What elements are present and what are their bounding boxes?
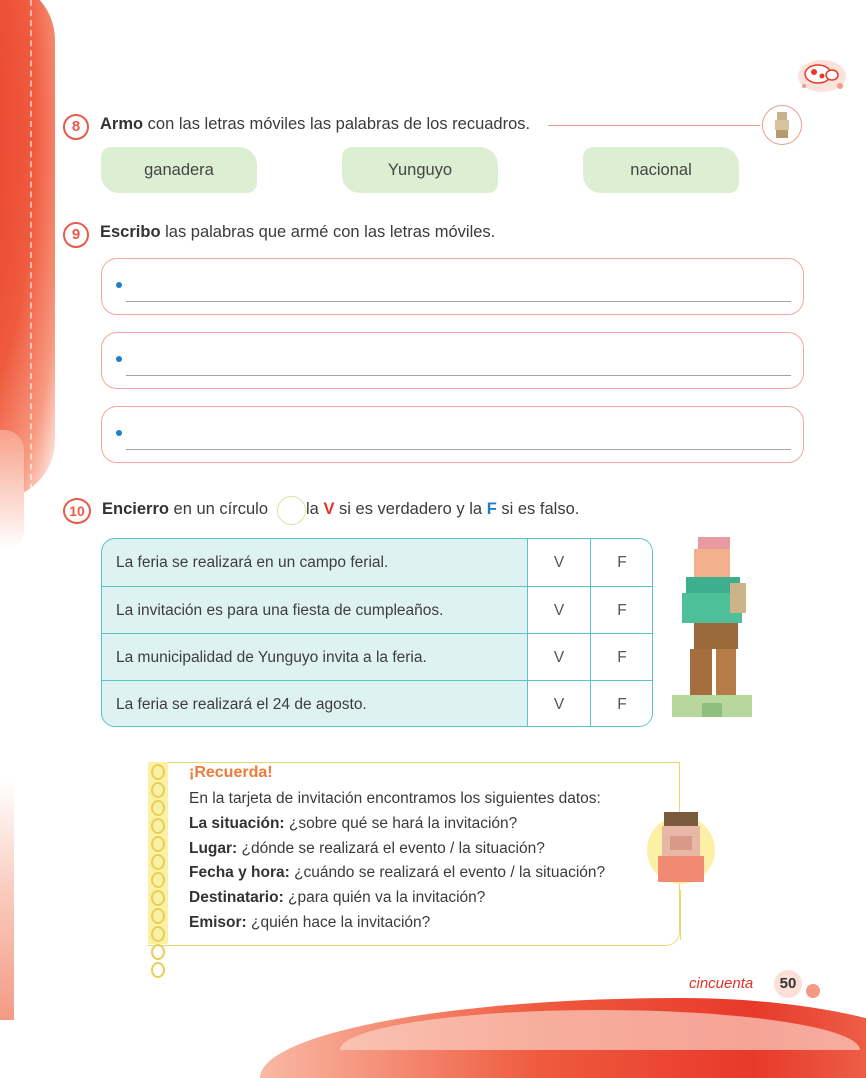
true-option[interactable]: V: [527, 539, 590, 586]
girl-avatar-illustration: [644, 806, 718, 892]
exercise-10-instruction-tail: [306, 500, 579, 519]
remember-item: [189, 815, 517, 833]
remember-item: [189, 914, 430, 932]
remember-item-label: Fecha y hora:: [189, 864, 290, 881]
table-row: [102, 586, 652, 634]
remember-item-text: ¿sobre qué se hará la invitación?: [284, 815, 518, 832]
remember-item-label: Emisor:: [189, 914, 247, 931]
writing-rule: [126, 449, 791, 450]
word-card-ganadera: ganadera: [101, 147, 257, 193]
left-stitch-decoration: [30, 0, 32, 500]
statement: La feria se realizará el 24 de agosto.: [116, 696, 367, 713]
chain-decoration: [148, 762, 168, 944]
bullet-icon: [116, 430, 122, 436]
boy-illustration: [672, 535, 752, 727]
exercise-10-text-c: si es verdadero y la: [334, 500, 487, 518]
avatar-connector-line: [680, 890, 681, 940]
word-card-yunguyo: Yunguyo: [342, 147, 498, 193]
v-letter: V: [323, 500, 335, 518]
true-option[interactable]: V: [527, 634, 590, 681]
writing-line-1[interactable]: [101, 258, 804, 315]
exercise-9-verb: Escribo: [100, 223, 161, 241]
false-option[interactable]: F: [590, 539, 653, 586]
exercise-9-instruction: [100, 223, 495, 242]
exercise-10-text-a: en un círculo: [168, 500, 269, 518]
true-option[interactable]: V: [527, 681, 590, 727]
remember-intro: En la tarjeta de invitación encontramos los siguientes datos:: [189, 790, 601, 807]
true-false-table: [101, 538, 653, 727]
exercise-8-number: 8: [63, 114, 89, 140]
exercise-10-number: 10: [63, 498, 91, 524]
cow-icon: [792, 56, 850, 96]
word-card-nacional: nacional: [583, 147, 739, 193]
page-word: cincuenta: [689, 975, 754, 992]
remember-item: [189, 840, 545, 858]
statement: La municipalidad de Yunguyo invita a la feria.: [116, 649, 427, 666]
remember-title: ¡Recuerda!: [189, 764, 273, 781]
exercise-8-verb: Armo: [100, 115, 144, 133]
exercise-8-instruction: [100, 115, 530, 134]
exercise-10-text-b: la: [306, 500, 324, 518]
left-decorative-band-lower: [0, 430, 24, 550]
remember-item-label: Lugar:: [189, 840, 238, 857]
true-option[interactable]: V: [527, 587, 590, 634]
exercise-9-text: las palabras que armé con las letras móviles.: [160, 223, 496, 241]
remember-item-label: Destinatario:: [189, 889, 284, 906]
remember-item-text: ¿cuándo se realizará el evento / la situación?: [289, 864, 606, 881]
false-option[interactable]: F: [590, 681, 653, 727]
exercise-10-instruction: [102, 500, 268, 519]
bullet-icon: [116, 282, 122, 288]
false-option[interactable]: F: [590, 634, 653, 681]
f-letter: F: [486, 500, 497, 518]
remember-item-text: ¿quién hace la invitación?: [246, 914, 431, 931]
remember-item: [189, 864, 605, 882]
table-row: [102, 633, 652, 681]
circle-icon: [277, 496, 306, 525]
bullet-icon: [116, 356, 122, 362]
table-row: [102, 680, 652, 727]
statement: La feria se realizará en un campo ferial.: [116, 554, 389, 571]
writing-rule: [126, 301, 791, 302]
writing-line-3[interactable]: [101, 406, 804, 463]
remember-item-text: ¿dónde se realizará el evento / la situación?: [237, 840, 545, 857]
letters-icon: [762, 105, 802, 145]
exercise-8-connector-line: [548, 125, 760, 126]
table-row: [102, 539, 652, 586]
exercise-9-number: 9: [63, 222, 89, 248]
remember-item-label: La situación:: [189, 815, 285, 832]
false-option[interactable]: F: [590, 587, 653, 634]
decorative-dot: [806, 984, 820, 998]
exercise-8-text: con las letras móviles las palabras de los recuadros.: [143, 115, 531, 133]
remember-item: [189, 889, 485, 907]
exercise-10-verb: Encierro: [102, 500, 169, 518]
writing-rule: [126, 375, 791, 376]
page-number: 50: [774, 970, 802, 998]
writing-line-2[interactable]: [101, 332, 804, 389]
statement: La invitación es para una fiesta de cumpleaños.: [116, 602, 444, 619]
left-decorative-band-bottom: [0, 780, 14, 1020]
remember-item-text: ¿para quién va la invitación?: [283, 889, 486, 906]
exercise-10-text-d: si es falso.: [496, 500, 580, 518]
left-decorative-band: [0, 0, 55, 500]
